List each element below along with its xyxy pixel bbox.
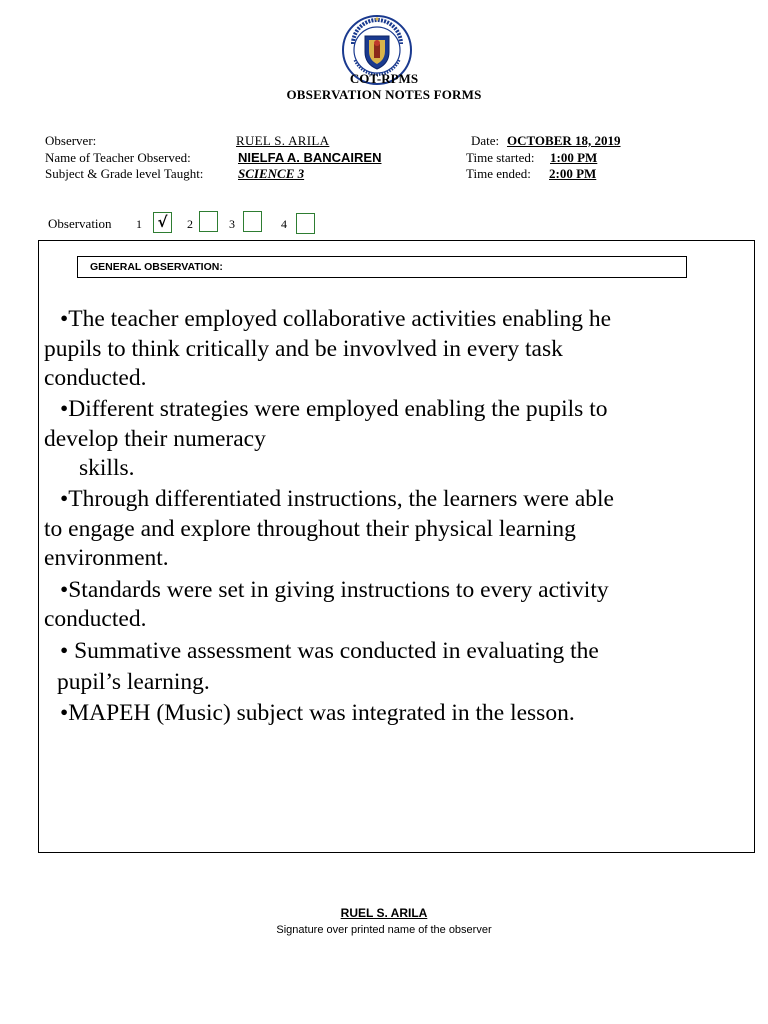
- time-ended-label: Time ended:: [466, 166, 531, 181]
- observation-number-4: 4: [281, 217, 287, 231]
- observation-number-2: 2: [187, 217, 193, 231]
- form-title-line1: COT-RPMS: [349, 71, 419, 86]
- observation-line: environment.: [44, 545, 169, 571]
- check-mark-icon: √: [157, 213, 168, 231]
- time-started-value: 1:00 PM: [550, 150, 598, 165]
- date-value: OCTOBER 18, 2019: [507, 133, 621, 148]
- subject-value: SCIENCE 3: [238, 166, 305, 181]
- observation-checkbox-4[interactable]: [296, 213, 315, 234]
- observation-line: develop their numeracy: [44, 426, 266, 452]
- general-observation-header: [77, 256, 687, 278]
- observation-line: •Standards were set in giving instructions to every activity: [60, 577, 609, 603]
- date-label: Date:: [471, 133, 500, 148]
- signature-caption: Signature over printed name of the observer: [276, 924, 492, 936]
- form-title-line2: OBSERVATION NOTES FORMS: [286, 87, 482, 102]
- observation-line: •MAPEH (Music) subject was integrated in the lesson.: [60, 700, 575, 726]
- observation-line: skills.: [79, 455, 135, 481]
- observation-line: to engage and explore throughout their physical learning: [44, 516, 576, 542]
- observation-checkbox-1[interactable]: [153, 212, 172, 233]
- observation-line: conducted.: [44, 606, 147, 632]
- observation-line: pupil’s learning.: [57, 669, 210, 695]
- subject-label: Subject & Grade level Taught:: [45, 166, 204, 181]
- time-started-label: Time started:: [466, 150, 535, 165]
- time-ended-value: 2:00 PM: [549, 166, 597, 181]
- observation-line: conducted.: [44, 365, 147, 391]
- observation-line: •Through differentiated instructions, the learners were able: [60, 486, 614, 512]
- observation-line: •The teacher employed collaborative activities enabling he: [60, 306, 612, 332]
- observation-number-1: 1: [136, 217, 142, 231]
- teacher-value: NIELFA A. BANCAIREN: [238, 150, 382, 165]
- observation-checkbox-2[interactable]: [199, 211, 218, 232]
- observation-label: Observation: [48, 216, 112, 231]
- observation-number-3: 3: [229, 217, 235, 231]
- observation-line: pupils to think critically and be invovlved in every task: [44, 336, 563, 362]
- teacher-label: Name of Teacher Observed:: [45, 150, 191, 165]
- observer-value: RUEL S. ARILA: [236, 133, 330, 148]
- observation-checkbox-3[interactable]: [243, 211, 262, 232]
- observation-line: • Summative assessment was conducted in evaluating the: [60, 638, 599, 664]
- observer-label: Observer:: [45, 133, 97, 148]
- signature-name: RUEL S. ARILA: [340, 906, 428, 920]
- observation-line: •Different strategies were employed enabling the pupils to: [60, 396, 608, 422]
- general-observation-label: GENERAL OBSERVATION:: [90, 261, 223, 273]
